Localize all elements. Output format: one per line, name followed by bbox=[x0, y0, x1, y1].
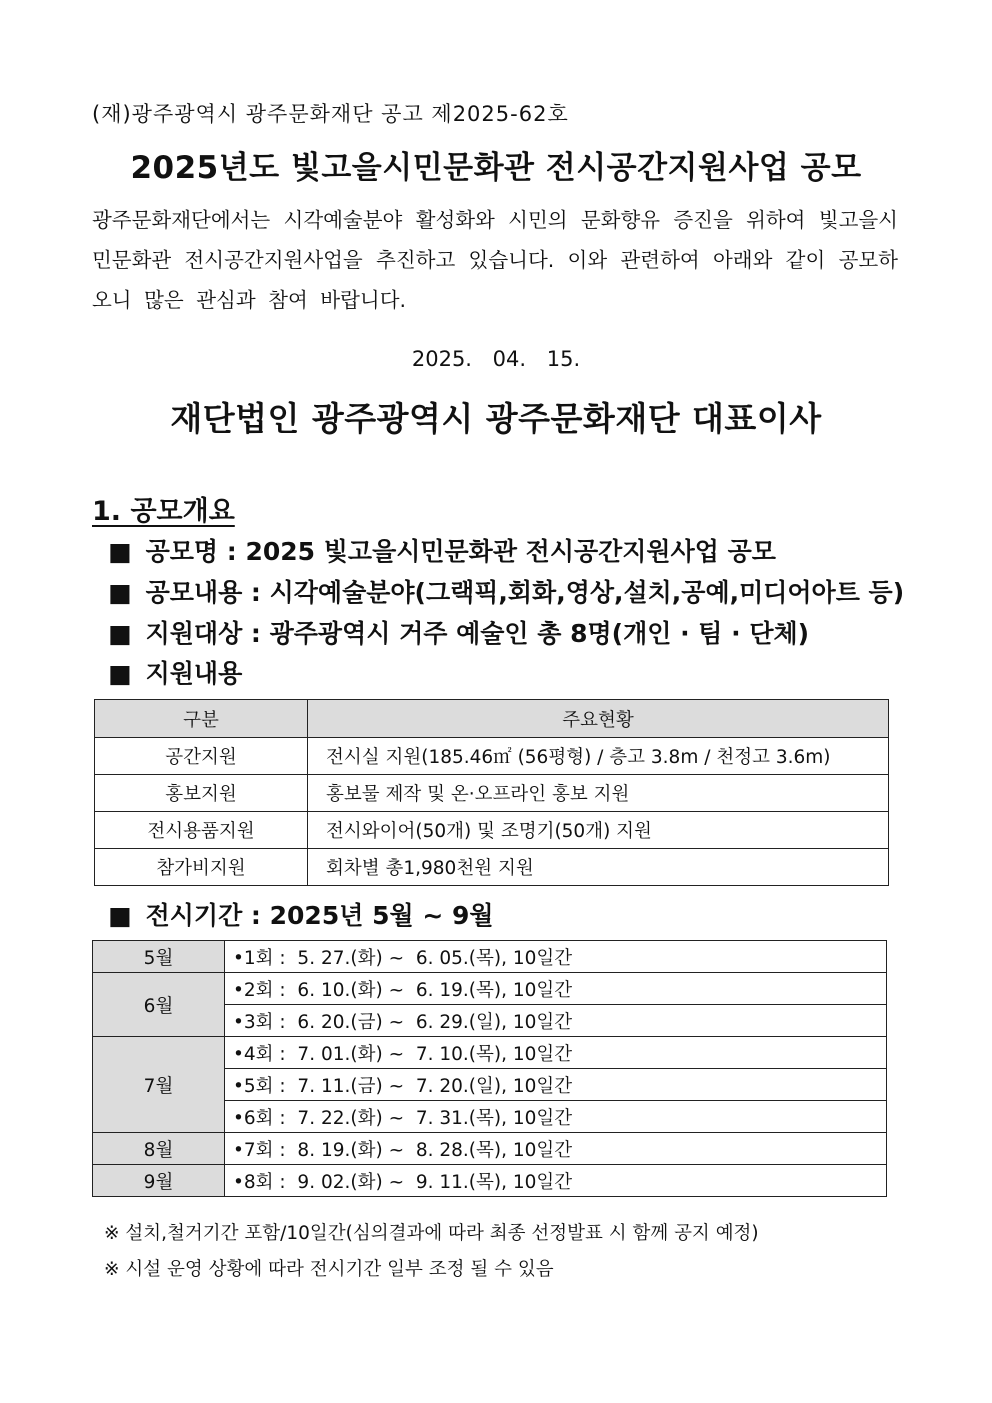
bullet-text: 전시기간 : 2025년 5월 ~ 9월 bbox=[145, 901, 494, 930]
bullet-square-icon: ■ bbox=[108, 619, 132, 648]
table-row bbox=[95, 812, 889, 849]
month-cell: 5월 bbox=[93, 941, 225, 973]
bullet-square-icon: ■ bbox=[108, 901, 132, 930]
footnote: ※ 시설 운영 상황에 따라 전시기간 일부 조정 될 수 있음 bbox=[104, 1259, 554, 1280]
notice-date: 2025. 04. 15. bbox=[411, 347, 581, 371]
column-header: 구분 bbox=[95, 700, 308, 738]
bullet-square-icon: ■ bbox=[108, 537, 132, 566]
table-cell: 홍보지원 bbox=[95, 775, 308, 812]
notice-number: (재)광주광역시 광주문화재단 공고 제2025-62호 bbox=[92, 102, 569, 126]
table-row bbox=[95, 849, 889, 886]
schedule-table bbox=[92, 940, 887, 1197]
issuing-organization: 재단법인 광주광역시 광주문화재단 대표이사 bbox=[170, 399, 822, 438]
bullet-text: 공모명 : 2025 빛고을시민문화관 전시공간지원사업 공모 bbox=[145, 537, 776, 566]
table-cell: 회차별 총1,980천원 지원 bbox=[308, 849, 889, 886]
support-table bbox=[94, 699, 889, 886]
table-cell: 전시실 지원(185.46㎡ (56평형) / 층고 3.8m / 천정고 3.6m) bbox=[308, 738, 889, 775]
bullet-support-content bbox=[108, 654, 242, 690]
bullet-square-icon: ■ bbox=[108, 659, 132, 688]
table-row bbox=[93, 1037, 887, 1069]
bullet-contest-content bbox=[108, 573, 904, 609]
column-header: 주요현황 bbox=[308, 700, 889, 738]
bullet-text: 지원내용 bbox=[145, 659, 243, 688]
section-heading: 1. 공모개요 bbox=[92, 496, 235, 527]
bullet-text: 공모내용 : 시각예술분야(그랙픽,회화,영상,설치,공예,미디어아트 등) bbox=[145, 578, 905, 607]
table-header-row bbox=[95, 700, 889, 738]
bullet-target bbox=[108, 614, 809, 650]
table-row bbox=[95, 738, 889, 775]
month-cell: 8월 bbox=[93, 1133, 225, 1165]
round-cell: •7회 : 8. 19.(화) ~ 8. 28.(목), 10일간 bbox=[225, 1133, 887, 1165]
month-cell: 9월 bbox=[93, 1165, 225, 1197]
month-cell: 7월 bbox=[93, 1037, 225, 1133]
round-cell: •8회 : 9. 02.(화) ~ 9. 11.(목), 10일간 bbox=[225, 1165, 887, 1197]
round-cell: •4회 : 7. 01.(화) ~ 7. 10.(목), 10일간 bbox=[225, 1037, 887, 1069]
table-cell: 참가비지원 bbox=[95, 849, 308, 886]
table-cell: 전시용품지원 bbox=[95, 812, 308, 849]
bullet-contest-name bbox=[108, 532, 776, 568]
table-row bbox=[93, 1133, 887, 1165]
round-cell: •3회 : 6. 20.(금) ~ 6. 29.(일), 10일간 bbox=[225, 1005, 887, 1037]
table-row bbox=[95, 775, 889, 812]
table-row bbox=[93, 1165, 887, 1197]
round-cell: •2회 : 6. 10.(화) ~ 6. 19.(목), 10일간 bbox=[225, 973, 887, 1005]
table-cell: 공간지원 bbox=[95, 738, 308, 775]
bullet-exhibition-period bbox=[108, 896, 494, 932]
round-cell: •5회 : 7. 11.(금) ~ 7. 20.(일), 10일간 bbox=[225, 1069, 887, 1101]
table-row bbox=[93, 973, 887, 1005]
intro-paragraph: 광주문화재단에서는 시각예술분야 활성화와 시민의 문화향유 증진을 위하여 빛고을시민문화관 전시공간지원사업을 추진하고 있습니다. 이와 관련하여 아래와 같이 공모하오니 많은 관심과 참여 바랍니다. bbox=[92, 208, 898, 312]
round-cell: •1회 : 5. 27.(화) ~ 6. 05.(목), 10일간 bbox=[225, 941, 887, 973]
table-row bbox=[93, 941, 887, 973]
round-cell: •6회 : 7. 22.(화) ~ 7. 31.(목), 10일간 bbox=[225, 1101, 887, 1133]
table-cell: 홍보물 제작 및 온·오프라인 홍보 지원 bbox=[308, 775, 889, 812]
document-title: 2025년도 빛고을시민문화관 전시공간지원사업 공모 bbox=[130, 150, 862, 186]
bullet-square-icon: ■ bbox=[108, 578, 132, 607]
footnote: ※ 설치,철거기간 포함/10일간(심의결과에 따라 최종 선정발표 시 함께 공지 예정) bbox=[104, 1223, 759, 1244]
table-cell: 전시와이어(50개) 및 조명기(50개) 지원 bbox=[308, 812, 889, 849]
bullet-text: 지원대상 : 광주광역시 거주 예술인 총 8명(개인 · 팀 · 단체) bbox=[145, 619, 810, 648]
month-cell: 6월 bbox=[93, 973, 225, 1037]
